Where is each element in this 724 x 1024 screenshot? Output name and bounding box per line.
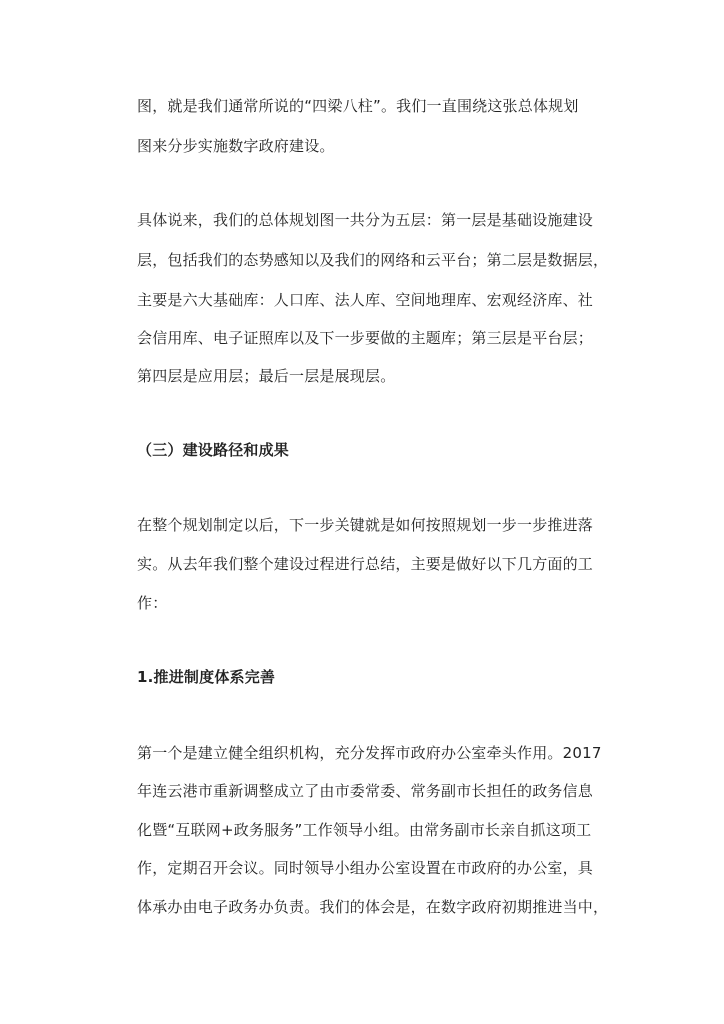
- paragraph-4-line-2: 年连云港市重新调整成立了由市委常委、常务副市长担任的政务信息: [137, 782, 594, 800]
- paragraph-3-line-3: 作：: [137, 594, 168, 612]
- paragraph-3-line-1: 在整个规划制定以后，下一步关键就是如何按照规划一步一步推进落: [137, 516, 594, 534]
- paragraph-2-line-3: 主要是六大基础库：人口库、法人库、空间地理库、宏观经济库、社: [137, 291, 594, 309]
- paragraph-2-line-1: 具体说来，我们的总体规划图一共分为五层：第一层是基础设施建设: [137, 211, 594, 229]
- subsection-heading-1: 1.推进制度体系完善: [137, 668, 276, 686]
- paragraph-4-line-5: 体承办由电子政务办负责。我们的体会是，在数字政府初期推进当中，: [137, 898, 609, 916]
- paragraph-4-line-1: 第一个是建立健全组织机构，充分发挥市政府办公室牵头作用。2017: [137, 744, 602, 762]
- paragraph-2-line-5: 第四层是应用层；最后一层是展现层。: [137, 367, 396, 385]
- section-heading-3: （三）建设路径和成果: [137, 441, 290, 459]
- paragraph-3-line-2: 实。从去年我们整个建设过程进行总结，主要是做好以下几方面的工: [137, 555, 594, 573]
- paragraph-1-line-2: 图来分步实施数字政府建设。: [137, 137, 335, 155]
- paragraph-2-line-4: 会信用库、电子证照库以及下一步要做的主题库；第三层是平台层；: [137, 329, 594, 347]
- paragraph-2-line-2: 层，包括我们的态势感知以及我们的网络和云平台；第二层是数据层，: [137, 251, 609, 269]
- paragraph-1-line-1: 图，就是我们通常所说的“四梁八柱”。我们一直围绕这张总体规划: [137, 97, 579, 115]
- paragraph-4-line-3: 化暨“互联网+政务服务”工作领导小组。由常务副市长亲自抓这项工: [137, 821, 592, 839]
- paragraph-4-line-4: 作，定期召开会议。同时领导小组办公室设置在市政府的办公室，具: [137, 859, 594, 877]
